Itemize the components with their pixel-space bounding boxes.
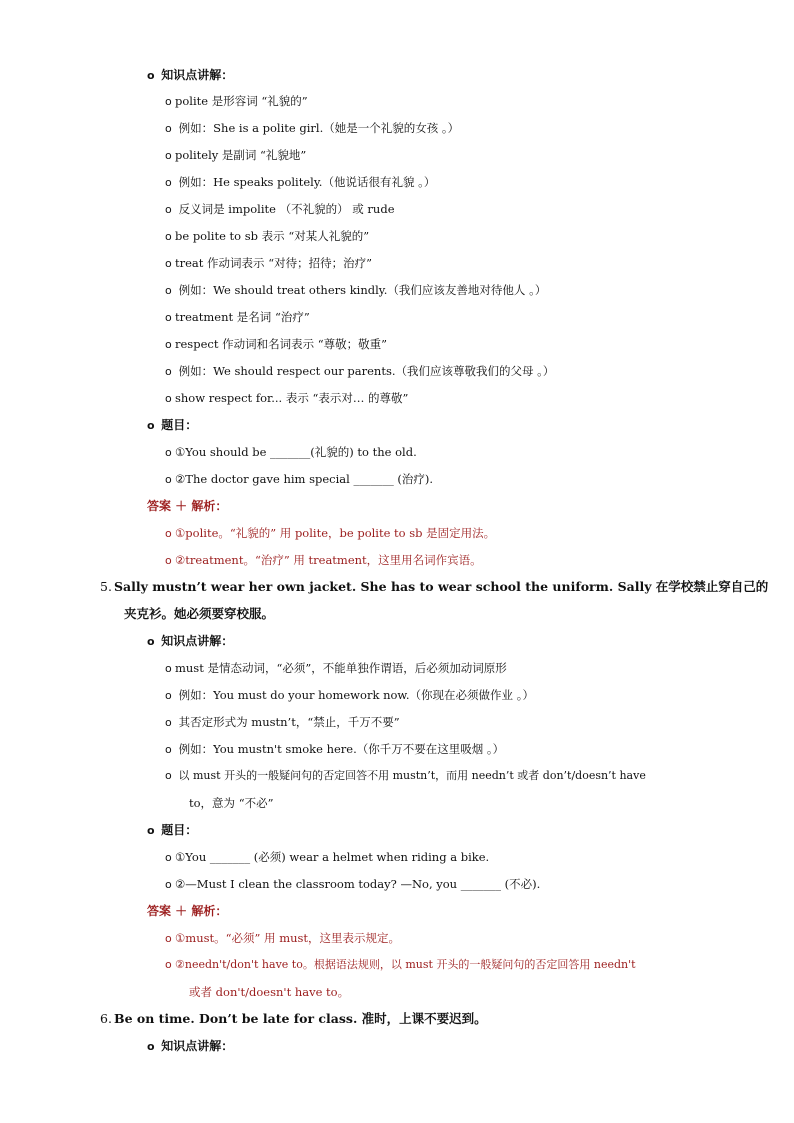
notes-header: o 知识点讲解： [147, 68, 234, 82]
note-line: o treatment 是名词 “治疗” [165, 310, 310, 324]
bullet-icon: o [165, 527, 172, 540]
bullet-icon: o [147, 824, 155, 837]
answer-line: o ①must。“必须” 用 must，这里表示规定。 [165, 931, 401, 945]
bullet-icon: o [165, 932, 172, 945]
bullet-icon: o [165, 446, 172, 459]
bullet-icon: o [165, 176, 172, 189]
bullet-icon: o [147, 1040, 155, 1053]
bullet-icon: o [165, 203, 172, 216]
bullet-icon: o [165, 149, 172, 162]
bullet-icon: o [165, 743, 172, 756]
section-number: 5. [100, 579, 112, 594]
bullet-icon: o [165, 122, 172, 135]
note-line: o politely 是副词 “礼貌地” [165, 148, 307, 162]
bullet-icon: o [165, 554, 172, 567]
question-line: o ①You _______ (必须) wear a helmet when riding a bike. [165, 850, 490, 864]
note-line: o respect 作动词和名词表示 “尊敬；敬重” [165, 337, 388, 351]
bullet-icon: o [165, 716, 172, 729]
answer-line: o ②needn't/don't have to。根据语法规则，以 must 开头的一般疑问句的否定回答用 needn't [165, 958, 636, 971]
note-line: o 其否定形式为 mustn’t，“禁止，千万不要” [165, 715, 400, 729]
note-line: o polite 是形容词 “礼貌的” [165, 94, 308, 108]
note-line: o 例如：You mustn't smoke here.（你千万不要在这里吸烟 。） [165, 742, 505, 756]
bullet-icon: o [165, 311, 172, 324]
note-line: o show respect for... 表示 “表示对… 的尊敬” [165, 391, 409, 405]
bullet-icon: o [165, 338, 172, 351]
bullet-icon: o [165, 392, 172, 405]
note-line: o must 是情态动词，“必须”，不能单独作谓语，后必须加动词原形 [165, 661, 507, 675]
bullet-icon: o [165, 958, 172, 971]
answer-line: o ②treatment。“治疗” 用 treatment，这里用名词作宾语。 [165, 553, 482, 567]
note-line: o be polite to sb 表示 “对某人礼貌的” [165, 229, 370, 243]
notes-header: o 知识点讲解： [147, 634, 234, 648]
bullet-icon: o [165, 851, 172, 864]
bullet-icon: o [165, 769, 172, 782]
bullet-icon: o [165, 95, 172, 108]
note-line: o 以 must 开头的一般疑问句的否定回答不用 mustn’t，而用 needn’t 或者 don’t/doesn’t have [165, 769, 646, 782]
answer-header: 答案 ＋ 解析： [147, 499, 228, 513]
section-title-cont: 夹克衫。她必须要穿校服。 [124, 606, 275, 621]
bullet-icon: o [165, 689, 172, 702]
note-line: o 例如：She is a polite girl.（她是一个礼貌的女孩 。） [165, 121, 460, 135]
note-line: o 例如：You must do your homework now.（你现在必须做作业 。） [165, 688, 534, 702]
bullet-icon: o [165, 473, 172, 486]
bullet-icon: o [147, 69, 155, 82]
answer-header: 答案 ＋ 解析： [147, 904, 228, 918]
question-header: o 题目： [147, 418, 198, 432]
note-line: o 例如：We should treat others kindly.（我们应该友善地对待他人 。） [165, 283, 547, 297]
section-title: 5. Sally mustn’t wear her own jacket. She has to wear school the uniform. Sally 在学校禁止穿自己的 [100, 579, 769, 594]
section-number: 6. [100, 1011, 112, 1026]
bullet-icon: o [147, 419, 155, 432]
bullet-icon: o [165, 230, 172, 243]
notes-header: o 知识点讲解： [147, 1039, 234, 1053]
bullet-icon: o [165, 662, 172, 675]
bullet-icon: o [165, 878, 172, 891]
note-line: o 例如：He speaks politely.（他说话很有礼貌 。） [165, 175, 436, 189]
note-line: o treat 作动词表示 “对待；招待；治疗” [165, 256, 372, 270]
question-line: o ②—Must I clean the classroom today? —No, you _______ (不必). [165, 877, 541, 891]
bullet-icon: o [147, 635, 155, 648]
question-header: o 题目： [147, 823, 198, 837]
bullet-icon: o [165, 257, 172, 270]
bullet-icon: o [165, 284, 172, 297]
section-title: 6. Be on time. Don’t be late for class. 准时，上课不要迟到。 [100, 1011, 487, 1026]
question-line: o ①You should be _______(礼貌的) to the old. [165, 445, 417, 459]
note-line: o 反义词是 impolite （不礼貌的） 或 rude [165, 202, 395, 216]
answer-line: o ①polite。“礼貌的” 用 polite，be polite to sb 是固定用法。 [165, 526, 496, 540]
question-line: o ②The doctor gave him special _______ (治疗). [165, 472, 434, 486]
bullet-icon: o [165, 365, 172, 378]
note-line: o 例如：We should respect our parents.（我们应该尊敬我们的父母 。） [165, 364, 555, 378]
answer-line-cont: 或者 don't/doesn't have to。 [189, 985, 350, 999]
note-line-cont: to，意为 “不必” [189, 796, 274, 810]
